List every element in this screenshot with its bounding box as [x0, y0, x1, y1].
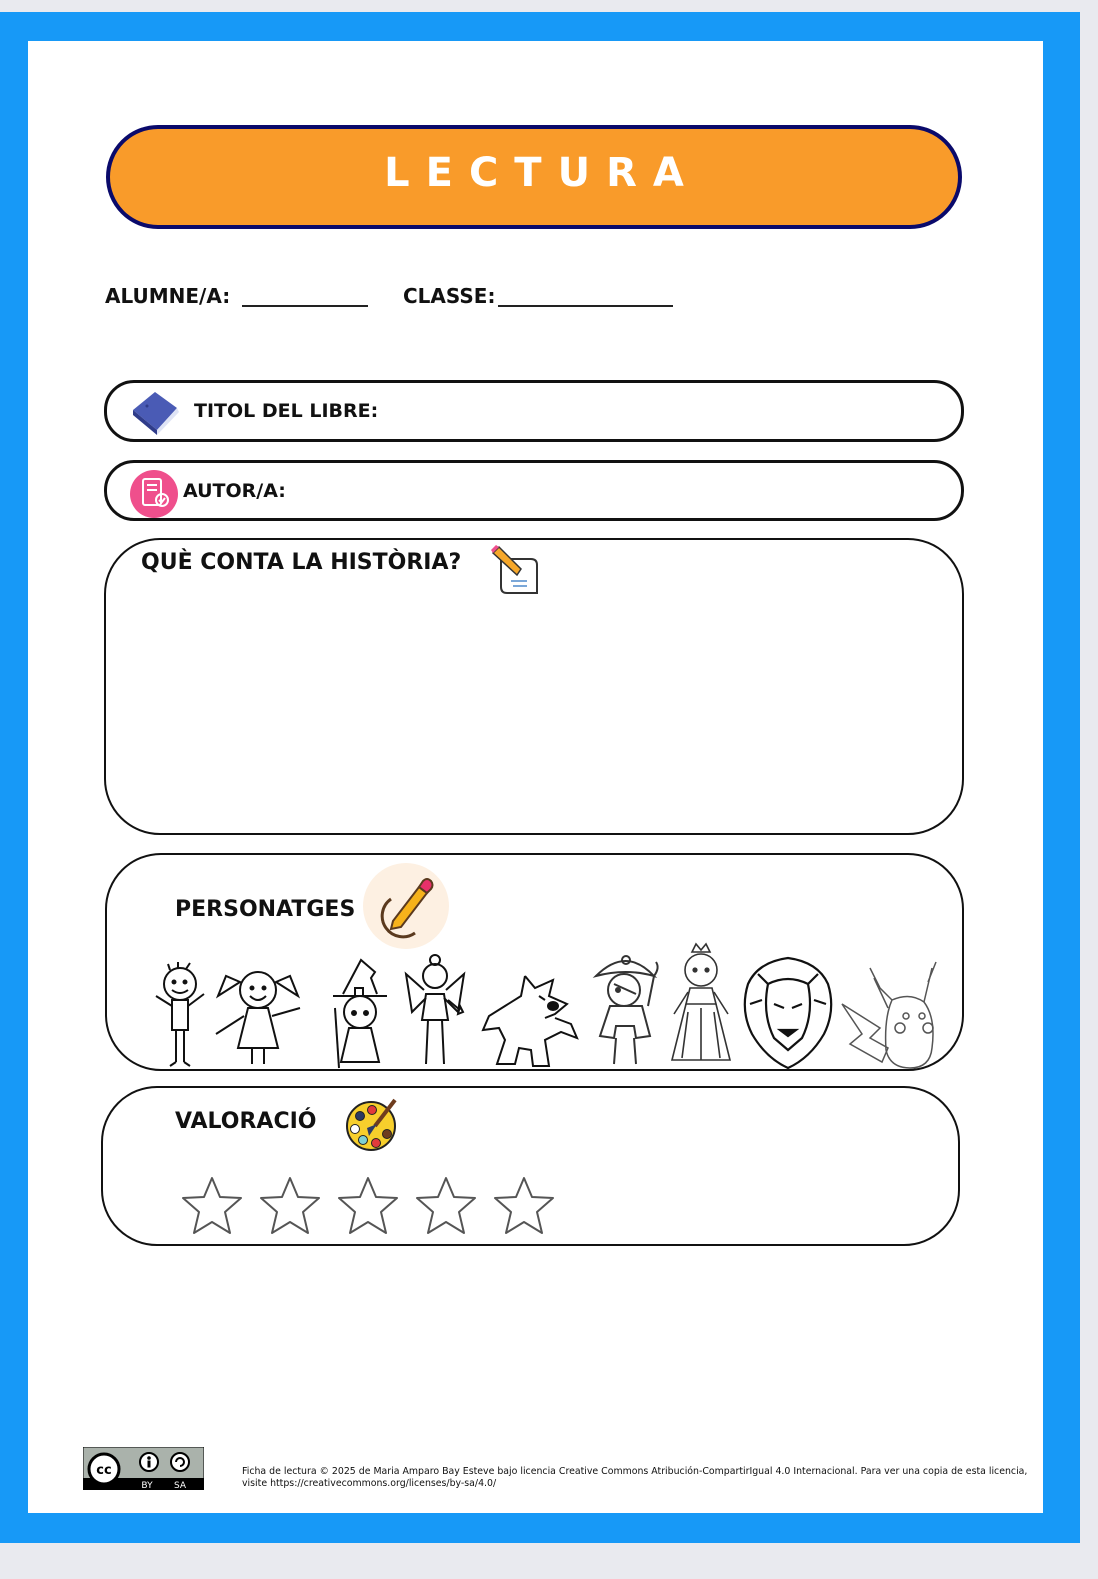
license-notice: Ficha de lectura © 2025 de Maria Amparo Bay Esteve bajo licencia Creative Commons Atribución-CompartirIgual 4.0 Internacional. Para ver una copia de esta licencia, visite https://creativecommons.org/licenses/by-sa/4.0/ — [242, 1466, 1028, 1489]
story-section[interactable] — [104, 538, 964, 835]
pencil-icon-bg — [363, 863, 449, 949]
star-icon-2[interactable] — [258, 1175, 322, 1237]
book-title-label: TITOL DEL LIBRE: — [194, 400, 379, 422]
star-icon-1[interactable] — [180, 1175, 244, 1237]
princess-drawing — [668, 942, 734, 1070]
rating-heading: VALORACIÓ — [175, 1109, 317, 1134]
student-field[interactable] — [242, 305, 368, 307]
title-banner — [106, 125, 962, 229]
pirate-drawing — [590, 946, 662, 1070]
characters-heading: PERSONATGES — [175, 897, 356, 922]
werewolf-drawing — [475, 966, 579, 1070]
svg-text:SA: SA — [173, 1481, 187, 1490]
student-label: ALUMNE/A: — [105, 284, 231, 308]
witch-drawing — [325, 958, 395, 1070]
fairy-drawing — [400, 954, 470, 1070]
document-signature-icon — [129, 469, 179, 519]
author-label: AUTOR/A: — [183, 479, 286, 502]
class-field[interactable] — [498, 305, 673, 307]
girl-drawing — [212, 962, 304, 1070]
lion-drawing — [738, 954, 838, 1070]
book-title-row[interactable] — [104, 380, 964, 442]
pencil-paper-icon — [491, 545, 543, 597]
page-title: LECTURA — [384, 150, 700, 196]
palette-icon — [343, 1096, 399, 1152]
book-icon — [127, 388, 183, 438]
characters-illustrations — [140, 940, 940, 1070]
svg-text:cc: cc — [96, 1463, 112, 1478]
svg-text:BY: BY — [141, 1481, 153, 1490]
story-heading: QUÈ CONTA LA HISTÒRIA? — [141, 550, 462, 575]
author-row[interactable] — [104, 460, 964, 521]
cc-by-sa-badge — [83, 1447, 204, 1490]
pencil-icon — [363, 863, 449, 949]
class-label: CLASSE: — [403, 284, 496, 308]
boy-drawing — [148, 962, 212, 1070]
star-icon-4[interactable] — [414, 1175, 478, 1237]
pikachu-drawing — [840, 958, 940, 1070]
star-icon-3[interactable] — [336, 1175, 400, 1237]
rating-stars — [180, 1175, 556, 1237]
star-icon-5[interactable] — [492, 1175, 556, 1237]
